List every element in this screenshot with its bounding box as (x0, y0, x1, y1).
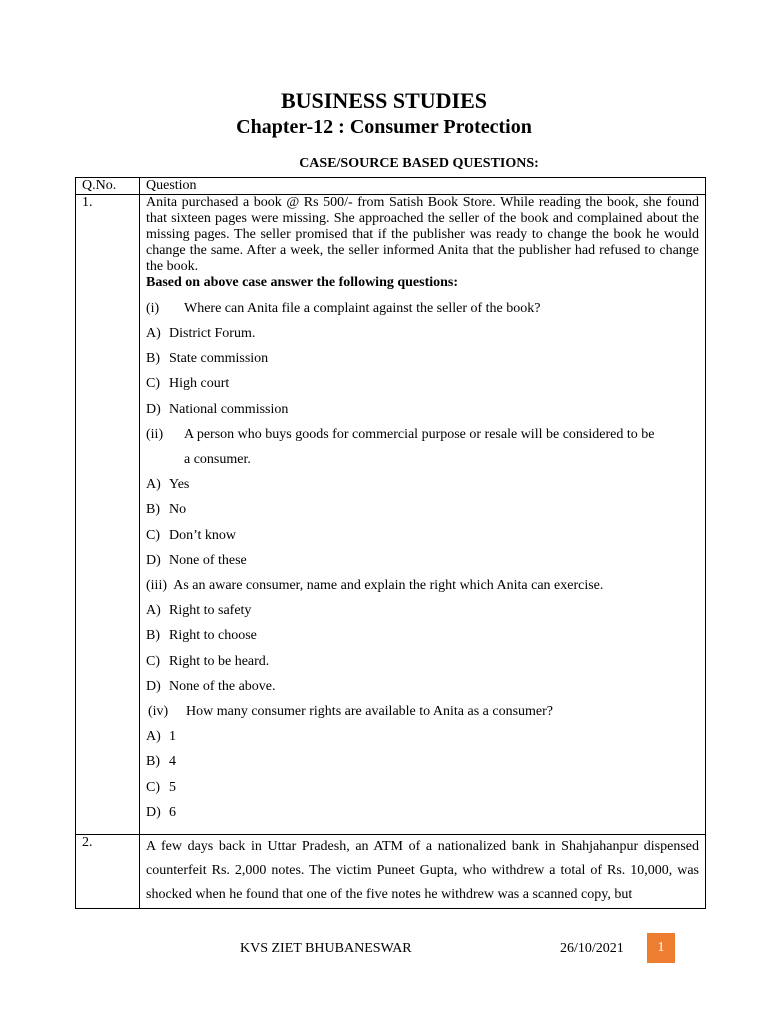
option-item: D) None of the above. (146, 678, 276, 694)
option-item: A) District Forum. (146, 326, 256, 342)
sub-question-number: (ii) (146, 426, 164, 442)
option-item: C) Right to be heard. (146, 653, 270, 669)
table-header-row (76, 178, 706, 195)
page-number-badge: 1 (647, 933, 675, 963)
sub-question-number: (iv) (148, 704, 169, 720)
footer-organization: KVS ZIET BHUBANESWAR (240, 941, 412, 956)
sub-question-number: (i) (146, 301, 160, 317)
option-item: B) State commission (146, 351, 269, 367)
option-item: C) 5 (146, 779, 176, 795)
case-text: Anita purchased a book @ Rs 500/- from Satish Book Store. While reading the book, she found that sixteen pages were missing. She approached the seller of the book and complained about the missing pages. The seller promised that if the publisher was ready to change the book he would change the same. After a week, the seller informed Anita that the publisher had refused to change the book. (146, 195, 699, 275)
case-text: A few days back in Uttar Pradesh, an ATM of a nationalized bank in Shahjahanpur dispensed counterfeit Rs. 2,000 notes. The victim Puneet Gupta, who withdrew a total of Rs. 10,000, was shocked when he found that one of the five notes he withdrew was a scanned copy, but (146, 838, 699, 902)
case-instruction: Based on above case answer the following questions: (146, 275, 459, 291)
chapter-title: Chapter-12 : Consumer Protection (236, 116, 532, 138)
option-item: C) High court (146, 376, 230, 392)
option-item: A) 1 (146, 729, 176, 745)
questions-table (75, 177, 706, 909)
sub-question-text: A person who buys goods for commercial purpose or resale will be considered to be (184, 426, 655, 442)
option-item: B) 4 (146, 754, 176, 770)
option-item: C) Don’t know (146, 527, 237, 543)
option-list (146, 598, 699, 699)
option-item: D) 6 (146, 804, 176, 820)
sub-question-2 (146, 422, 699, 472)
option-item: A) Right to safety (146, 603, 252, 619)
sub-question-text: As an aware consumer, name and explain the right which Anita can exercise. (173, 578, 604, 594)
option-list (146, 321, 699, 422)
sub-question-text: Where can Anita file a complaint against the seller of the book? (184, 301, 541, 317)
document-title: BUSINESS STUDIES (280, 88, 488, 113)
sub-question-4 (146, 699, 699, 724)
column-header-qno: Q.No. (76, 178, 140, 195)
sub-question-number: (iii) (146, 578, 167, 594)
question-number: 2. (76, 834, 140, 908)
question-cell (140, 195, 706, 835)
question-cell (140, 834, 706, 908)
question-number: 1. (76, 195, 140, 835)
sub-question-text: How many consumer rights are available to Anita as a consumer? (186, 704, 553, 720)
option-item: A) Yes (146, 477, 190, 493)
option-list (146, 472, 699, 573)
option-list (146, 724, 699, 825)
option-item: B) Right to choose (146, 628, 257, 644)
sub-question-1 (146, 296, 699, 321)
table-row (76, 195, 706, 835)
column-header-question: Question (140, 178, 706, 195)
option-item: B) No (146, 502, 187, 518)
option-item: D) None of these (146, 552, 247, 568)
footer-date: 26/10/2021 (560, 941, 624, 956)
table-row (76, 834, 706, 908)
section-heading: CASE/SOURCE BASED QUESTIONS: (299, 156, 539, 171)
sub-question-text-continued: a consumer. (184, 452, 251, 468)
option-item: D) National commission (146, 401, 289, 417)
sub-question-3 (146, 573, 699, 598)
